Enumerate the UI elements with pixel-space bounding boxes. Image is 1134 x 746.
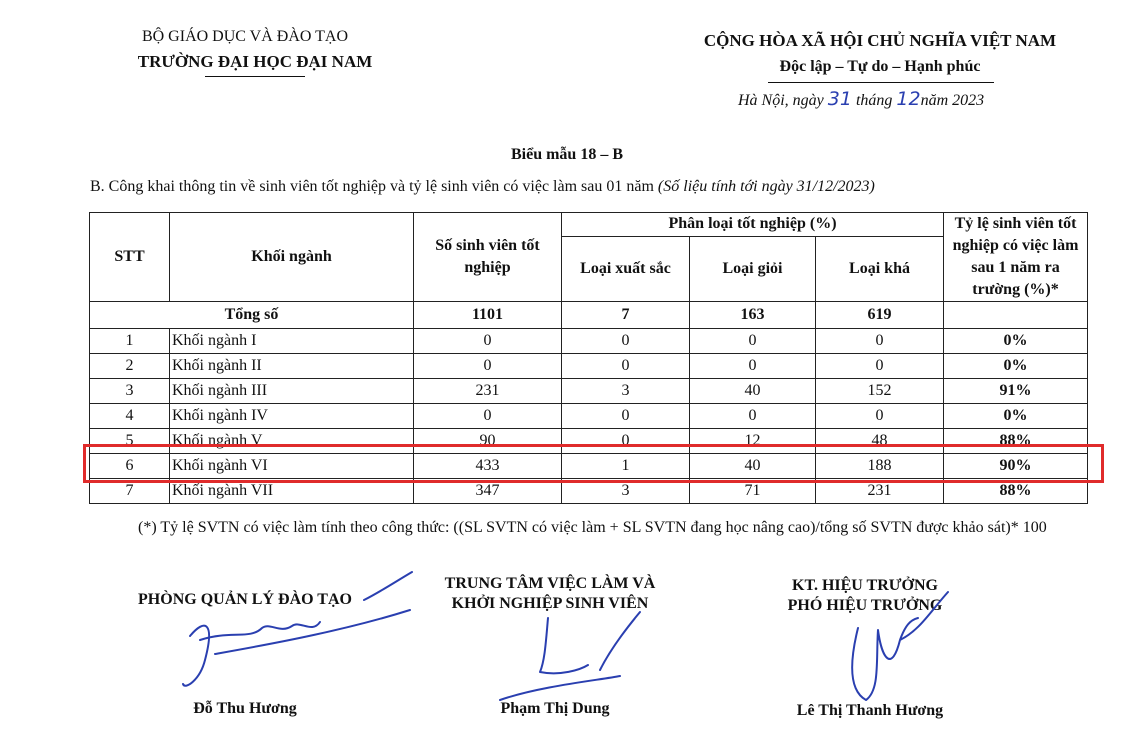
row-khoi-nganh: Khối ngành III [170, 379, 414, 404]
row-kha: 231 [816, 479, 944, 504]
signature-3-stroke [852, 592, 948, 700]
intro-text: B. Công khai thông tin về sinh viên tốt nghiệp và tỷ lệ sinh viên có việc làm sau 01 năm [90, 178, 654, 195]
row-gioi: 40 [690, 454, 816, 479]
row-so-sv: 0 [414, 404, 562, 429]
header-ty-le: Tỷ lệ sinh viên tốt nghiệp có việc làm sau 1 năm ra trường (%)* [944, 213, 1088, 302]
row-so-sv: 90 [414, 429, 562, 454]
row-stt: 1 [90, 329, 170, 354]
header-gioi: Loại giỏi [690, 236, 816, 301]
date-month: 12 [896, 88, 921, 110]
signature-3-title-line-2: PHÓ HIỆU TRƯỞNG [787, 597, 943, 614]
row-rate: 88% [944, 479, 1088, 504]
row-rate: 0% [944, 354, 1088, 379]
row-rate: 88% [944, 429, 1088, 454]
row-so-sv: 347 [414, 479, 562, 504]
header-khoi-nganh: Khối ngành [170, 213, 414, 302]
header-kha: Loại khá [816, 236, 944, 301]
signature-2-title-line-2: KHỞI NGHIỆP SINH VIÊN [451, 595, 649, 612]
row-rate: 90% [944, 454, 1088, 479]
date-day: 31 [827, 88, 852, 110]
row-so-sv: 231 [414, 379, 562, 404]
row-kha: 0 [816, 404, 944, 429]
row-xuat-sac: 0 [562, 354, 690, 379]
signature-2-title-line-1: TRUNG TÂM VIỆC LÀM VÀ [444, 575, 656, 592]
row-rate: 91% [944, 379, 1088, 404]
signature-3-name: Lê Thị Thanh Hương [796, 702, 944, 719]
header-so-sinh-vien: Số sinh viên tốt nghiệp [414, 213, 562, 302]
signature-1-name: Đỗ Thu Hương [193, 700, 297, 717]
row-kha: 0 [816, 354, 944, 379]
ministry-name: BỘ GIÁO DỤC VÀ ĐÀO TẠO [141, 28, 349, 45]
row-xuat-sac: 0 [562, 429, 690, 454]
header-xuat-sac: Loại xuất sắc [562, 236, 690, 301]
row-gioi: 0 [690, 354, 816, 379]
header-phan-loai: Phân loại tốt nghiệp (%) [562, 213, 944, 237]
total-label: Tổng số [90, 302, 414, 329]
row-rate: 0% [944, 329, 1088, 354]
total-kha: 619 [816, 302, 944, 329]
national-motto: Độc lập – Tự do – Hạnh phúc [779, 58, 981, 75]
row-kha: 0 [816, 329, 944, 354]
row-stt: 5 [90, 429, 170, 454]
form-title: Biểu mẫu 18 – B [510, 146, 623, 163]
row-xuat-sac: 3 [562, 379, 690, 404]
row-so-sv: 433 [414, 454, 562, 479]
republic-name: CỘNG HÒA XÃ HỘI CHỦ NGHĨA VIỆT NAM [703, 31, 1057, 50]
row-gioi: 71 [690, 479, 816, 504]
row-stt: 7 [90, 479, 170, 504]
row-kha: 48 [816, 429, 944, 454]
date-year: năm 2023 [920, 92, 985, 109]
total-xuat-sac: 7 [562, 302, 690, 329]
row-xuat-sac: 0 [562, 404, 690, 429]
row-gioi: 12 [690, 429, 816, 454]
row-khoi-nganh: Khối ngành IV [170, 404, 414, 429]
signature-2-name: Phạm Thị Dung [500, 700, 610, 717]
total-gioi: 163 [690, 302, 816, 329]
row-khoi-nganh: Khối ngành II [170, 354, 414, 379]
row-stt: 6 [90, 454, 170, 479]
row-xuat-sac: 0 [562, 329, 690, 354]
row-khoi-nganh: Khối ngành I [170, 329, 414, 354]
row-rate: 0% [944, 404, 1088, 429]
footnote: (*) Tỷ lệ SVTN có việc làm tính theo công thức: ((SL SVTN có việc làm + SL SVTN đang học nâng cao)/tổng số SVTN được khảo sát)* 100 [138, 519, 1047, 536]
row-stt: 4 [90, 404, 170, 429]
signature-1-stroke [183, 572, 412, 686]
row-khoi-nganh: Khối ngành VII [170, 479, 414, 504]
header-stt: STT [90, 213, 170, 302]
date-prefix: Hà Nội, ngày [738, 92, 824, 109]
row-gioi: 0 [690, 404, 816, 429]
total-so-sv: 1101 [414, 302, 562, 329]
signature-2-stroke [500, 612, 640, 700]
row-xuat-sac: 1 [562, 454, 690, 479]
row-khoi-nganh: Khối ngành VI [170, 454, 414, 479]
row-khoi-nganh: Khối ngành V [170, 429, 414, 454]
signature-3-title-line-1: KT. HIỆU TRƯỞNG [792, 577, 938, 594]
row-so-sv: 0 [414, 354, 562, 379]
row-kha: 152 [816, 379, 944, 404]
signature-1-title-line-1: PHÒNG QUẢN LÝ ĐÀO TẠO [138, 591, 352, 608]
row-gioi: 40 [690, 379, 816, 404]
row-stt: 3 [90, 379, 170, 404]
row-so-sv: 0 [414, 329, 562, 354]
row-xuat-sac: 3 [562, 479, 690, 504]
row-kha: 188 [816, 454, 944, 479]
university-name: TRƯỜNG ĐẠI HỌC ĐẠI NAM [137, 52, 373, 71]
row-stt: 2 [90, 354, 170, 379]
date-month-label: tháng [855, 92, 893, 109]
row-gioi: 0 [690, 329, 816, 354]
intro-note: (Số liệu tính tới ngày 31/12/2023) [657, 178, 875, 195]
